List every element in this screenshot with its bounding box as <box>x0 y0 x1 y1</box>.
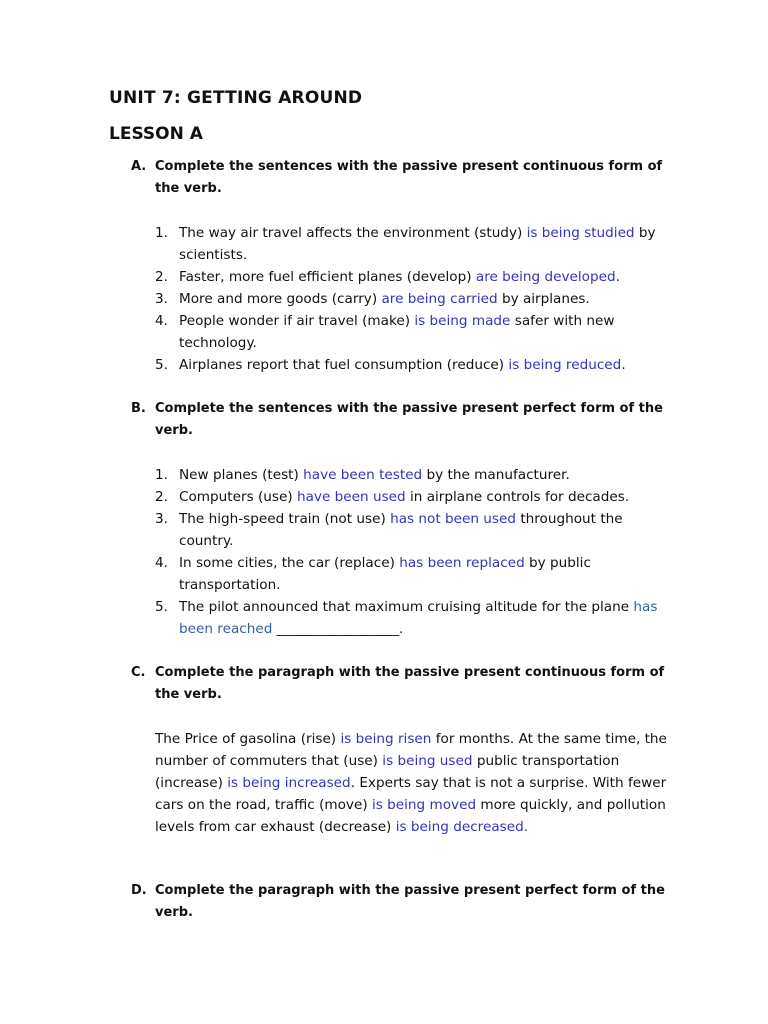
list-item <box>131 288 671 310</box>
list-item <box>131 508 671 552</box>
section-b <box>131 398 671 640</box>
paragraph-answer: is being moved <box>371 797 477 813</box>
section-d-instruction-text: Complete the paragraph with the passive present perfect form of the verb. <box>155 883 665 920</box>
item-text-end: . <box>615 269 620 285</box>
item-number: 1. <box>155 467 168 483</box>
section-b-list <box>131 464 671 640</box>
item-answer: has not been used <box>390 511 516 527</box>
section-d-instruction <box>131 880 671 924</box>
item-answer: has been reached <box>179 599 658 637</box>
list-item <box>131 464 671 486</box>
item-text: Airplanes report that fuel consumption (reduce) <box>179 357 509 373</box>
item-answer: is being studied <box>526 225 635 241</box>
item-text-end: safer with new technology. <box>179 313 615 351</box>
list-item <box>131 596 671 640</box>
section-c <box>131 662 671 838</box>
list-item <box>131 552 671 596</box>
unit-title: UNIT 7: GETTING AROUND <box>109 88 363 108</box>
section-a-instruction <box>131 156 671 200</box>
section-b-letter: B. <box>131 401 146 416</box>
item-answer: have been tested <box>303 467 423 483</box>
item-text-end: by scientists. <box>179 225 656 263</box>
section-b-instruction-text: Complete the sentences with the passive present perfect form of the verb. <box>155 401 663 438</box>
item-text: The high-speed train (not use) <box>179 511 391 527</box>
item-text: More and more goods (carry) <box>179 291 382 307</box>
item-number: 3. <box>155 291 168 307</box>
item-answer: is being reduced <box>508 357 622 373</box>
item-text: New planes (test) <box>179 467 304 483</box>
list-item <box>131 266 671 288</box>
paragraph-answer: is being decreased. <box>395 819 529 835</box>
list-item <box>131 222 671 266</box>
item-text-end: in airplane controls for decades. <box>405 489 630 505</box>
item-text: The way air travel affects the environment (study) <box>179 225 527 241</box>
item-answer: are being developed <box>475 269 616 285</box>
list-item <box>131 310 671 354</box>
item-text-end: throughout the country. <box>179 511 623 549</box>
paragraph-answer: is being risen <box>340 731 432 747</box>
item-text-end: __________________. <box>272 621 404 637</box>
item-answer: are being carried <box>381 291 498 307</box>
item-number: 1. <box>155 225 168 241</box>
item-number: 2. <box>155 489 168 505</box>
section-c-instruction <box>131 662 671 706</box>
item-text-end: by public transportation. <box>179 555 591 593</box>
section-c-paragraph <box>131 728 671 838</box>
section-c-letter: C. <box>131 665 146 680</box>
section-a-list <box>131 222 671 376</box>
paragraph-text: more quickly, and pollution levels from car exhaust (decrease) <box>155 797 666 835</box>
paragraph-answer: is being used <box>382 753 473 769</box>
item-text: People wonder if air travel (make) <box>179 313 415 329</box>
section-d <box>131 880 671 924</box>
item-text: The pilot announced that maximum cruising altitude for the plane <box>179 599 634 615</box>
section-a <box>131 156 671 376</box>
paragraph-text: The Price of gasolina (rise) <box>155 731 341 747</box>
section-d-letter: D. <box>131 883 147 898</box>
item-number: 5. <box>155 599 168 615</box>
paragraph-text: public transportation (increase) <box>155 753 620 791</box>
item-text: Faster, more fuel efficient planes (develop) <box>179 269 476 285</box>
section-c-instruction-text: Complete the paragraph with the passive present continuous form of the verb. <box>155 665 665 702</box>
section-b-instruction <box>131 398 671 442</box>
item-number: 4. <box>155 555 168 571</box>
item-text-end: by airplanes. <box>497 291 590 307</box>
paragraph-text: for months. At the same time, the number of commuters that (use) <box>155 731 667 769</box>
section-a-instruction-text: Complete the sentences with the passive present continuous form of the verb. <box>155 159 663 196</box>
item-number: 5. <box>155 357 168 373</box>
item-text-end: by the manufacturer. <box>422 467 570 483</box>
item-answer: is being made <box>414 313 511 329</box>
item-text-end: . <box>621 357 626 373</box>
item-number: 3. <box>155 511 168 527</box>
item-text: In some cities, the car (replace) <box>179 555 400 571</box>
item-answer: have been used <box>296 489 406 505</box>
item-number: 2. <box>155 269 168 285</box>
item-text: Computers (use) <box>179 489 297 505</box>
list-item <box>131 486 671 508</box>
item-number: 4. <box>155 313 168 329</box>
item-answer: has been replaced <box>399 555 525 571</box>
list-item <box>131 354 671 376</box>
paragraph-answer: is being increased <box>227 775 351 791</box>
lesson-title: LESSON A <box>109 124 203 144</box>
paragraph-text: . Experts say that is not a surprise. With fewer cars on the road, traffic (move) <box>155 775 667 813</box>
section-a-letter: A. <box>131 159 147 174</box>
